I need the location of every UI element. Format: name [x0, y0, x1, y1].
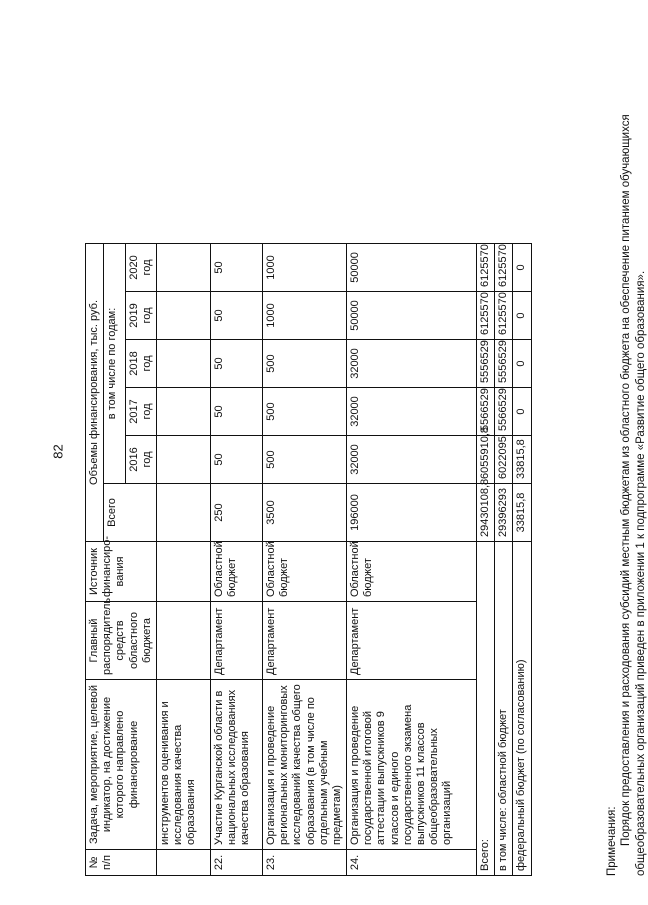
row-administrator: Департамент: [210, 602, 262, 680]
totals-total: 29430108,8: [477, 484, 495, 542]
row-task: Участие Курганской области в национальных исследованиях качества образования: [210, 680, 262, 850]
row-task: Организация и проведение региональных мониторинговых исследований качества общего образования (в том числе по отдельным учебным предметам): [262, 680, 346, 850]
totals-y2016: 6055910,8: [477, 436, 495, 484]
totals-row: [495, 53, 513, 875]
header-source: Источник финансиро-вания: [86, 542, 157, 602]
row-task: инструментов оценивания и исследования качества образования: [156, 680, 210, 850]
totals-y2017: 0: [513, 388, 531, 436]
row-num: 22.: [210, 850, 262, 876]
totals-label: федеральный бюджет (по согласованию): [513, 542, 531, 876]
header-by-years: в том числе по годам:: [104, 243, 125, 483]
spacer-cell: [513, 53, 531, 243]
header-year: 2019 год: [125, 292, 156, 340]
totals-y2018: 5556529: [495, 340, 513, 388]
header-year: 2017 год: [125, 388, 156, 436]
totals-y2017: 5566529: [495, 388, 513, 436]
totals-y2018: 5556529: [477, 340, 495, 388]
row-y2017: 500: [262, 388, 346, 436]
row-y2020: 1000: [262, 243, 346, 291]
row-total: 250: [210, 484, 262, 542]
row-y2020: 50: [210, 243, 262, 291]
row-task: Организация и проведение государственной итоговой аттестации выпускников 9 классов и единого государственного экзамена выпускников 11 классов общеобразовательных организаций: [347, 680, 477, 850]
header-total: Всего: [104, 484, 157, 542]
row-source: [156, 542, 210, 602]
row-y2017: 50: [210, 388, 262, 436]
row-y2017: [156, 388, 210, 436]
row-source: Областной бюджет: [210, 542, 262, 602]
row-y2017: 32000: [347, 388, 477, 436]
row-y2018: 500: [262, 340, 346, 388]
row-y2016: 500: [262, 436, 346, 484]
rotated-page-content: [85, 54, 647, 876]
row-y2020: [156, 243, 210, 291]
row-y2016: 50: [210, 436, 262, 484]
totals-y2020: 6125570: [495, 243, 513, 291]
row-y2018: [156, 340, 210, 388]
totals-y2017: 5566529: [477, 388, 495, 436]
row-num: [156, 850, 210, 876]
totals-total: 29396293: [495, 484, 513, 542]
row-num: 24.: [347, 850, 477, 876]
totals-label: в том числе: областной бюджет: [495, 542, 513, 876]
row-source: Областной бюджет: [262, 542, 346, 602]
page-number: 82: [50, 444, 66, 459]
totals-y2019: 6125570: [477, 292, 495, 340]
header-num: № п/п: [86, 850, 157, 876]
header-administrator: Главный распорядитель средств областного бюджета: [86, 602, 157, 680]
row-administrator: Департамент: [347, 602, 477, 680]
notes-title: Примечания:: [606, 806, 618, 876]
totals-y2016: 33815,8: [513, 436, 531, 484]
header-volumes: Объемы финансирования, тыс. руб.: [86, 243, 104, 541]
financing-table: [85, 53, 532, 876]
row-administrator: Департамент: [262, 602, 346, 680]
totals-label: Всего:: [477, 542, 495, 876]
notes-section: [605, 54, 648, 876]
totals-y2020: 0: [513, 243, 531, 291]
totals-y2016: 6022095: [495, 436, 513, 484]
totals-y2020: 6125570: [477, 243, 495, 291]
header-year: 2016 год: [125, 436, 156, 484]
notes-text: Порядок предоставления и расходования субсидий местным бюджетам из областного бюджета на обеспечение питанием обучающихся общеобразовательных организаций приведен в приложении 1 к подпрограмме «Развитие общего образования».: [620, 114, 647, 876]
row-y2019: 50000: [347, 292, 477, 340]
totals-row: [513, 53, 531, 875]
header-year: 2020 год: [125, 243, 156, 291]
row-y2019: 50: [210, 292, 262, 340]
row-y2018: 50: [210, 340, 262, 388]
row-y2020: 50000: [347, 243, 477, 291]
row-administrator: [156, 602, 210, 680]
row-y2019: [156, 292, 210, 340]
totals-y2019: 6125570: [495, 292, 513, 340]
row-total: 196000: [347, 484, 477, 542]
row-y2016: [156, 436, 210, 484]
row-total: 3500: [262, 484, 346, 542]
row-y2016: 32000: [347, 436, 477, 484]
header-year: 2018 год: [125, 340, 156, 388]
totals-y2018: 0: [513, 340, 531, 388]
row-y2018: 32000: [347, 340, 477, 388]
header-task: Задача, мероприятие, целевой индикатор, на достижение которого направлено финансирование: [86, 680, 157, 850]
row-y2019: 1000: [262, 292, 346, 340]
totals-y2019: 0: [513, 292, 531, 340]
row-num: 23.: [262, 850, 346, 876]
table-header-row: [86, 53, 104, 875]
row-total: [156, 484, 210, 542]
totals-total: 33815,8: [513, 484, 531, 542]
spacer-cell: [495, 53, 513, 243]
spacer-cell: [86, 53, 495, 243]
row-source: Областной бюджет: [347, 542, 477, 602]
